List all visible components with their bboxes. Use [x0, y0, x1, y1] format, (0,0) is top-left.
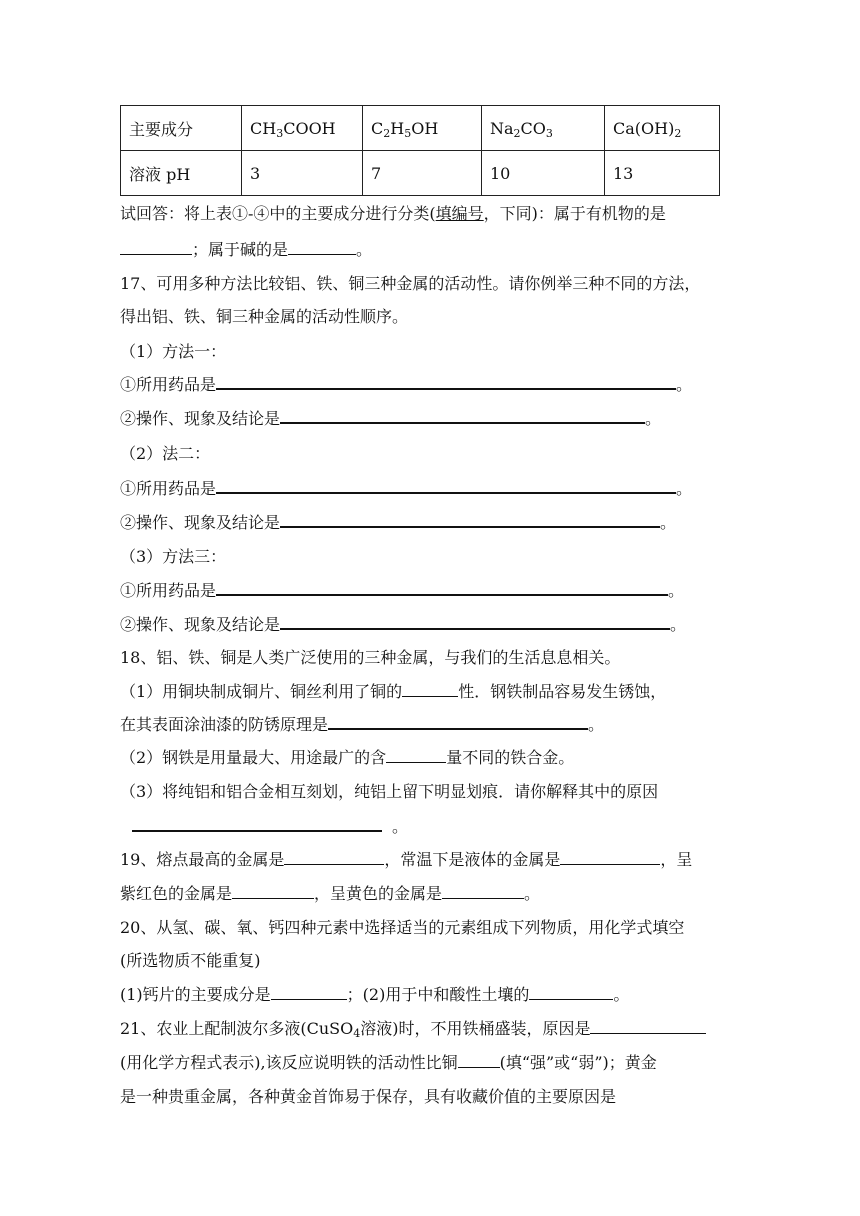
answer-blank[interactable]: [271, 981, 347, 1000]
q18-line-2: （1）用铜块制成铜片、铜丝利用了铜的 性．钢铁制品容易发生锈蚀，: [120, 678, 735, 706]
method-2-drug: ①所用药品是 。: [120, 474, 735, 503]
table-row: [121, 106, 720, 151]
method-3-operation: ②操作、现象及结论是 。: [120, 610, 735, 639]
q17-line-1: 17、可用多种方法比较铝、铁、铜三种金属的活动性。请你例举三种不同的方法，: [120, 274, 701, 293]
q21-line-3: 是一种贵重金属，各种黄金首饰易于保存，具有收藏价值的主要原因是: [120, 1087, 617, 1106]
answer-blank[interactable]: [216, 370, 676, 390]
q16-line-2: ；属于碱的是 。: [120, 236, 735, 264]
answer-blank[interactable]: [458, 1049, 500, 1068]
answer-blank[interactable]: [280, 508, 660, 528]
q16-line-1: 试回答：将上表①-④中的主要成分进行分类(填编号，下同)：属于有机物的是: [120, 204, 666, 223]
q19-line-2: 紫红色的金属是 ，呈黄色的金属是 。: [120, 880, 735, 908]
method-3-drug: ①所用药品是 。: [120, 576, 735, 605]
answer-blank[interactable]: [232, 880, 314, 899]
q21-line-1: 21、农业上配制波尔多液(CuSO$_4$溶液)时，不用铁桶盛装，原因是: [120, 1015, 735, 1043]
answer-blank[interactable]: [560, 846, 660, 865]
q21-line-2: (用化学方程式表示),该反应说明铁的活动性比铜 (填“强”或“弱”)；黄金: [120, 1049, 735, 1077]
answer-blank[interactable]: [120, 236, 192, 255]
table-cell: 3: [242, 151, 363, 196]
answer-blank[interactable]: [529, 981, 613, 1000]
table-cell: $CH_3COOH$: [242, 106, 363, 151]
q18-line-5: （3）将纯铝和铝合金相互刻划，纯铝上留下明显划痕．请你解释其中的原因: [120, 782, 659, 801]
method-1-drug: ①所用药品是 。: [120, 370, 735, 399]
answer-blank[interactable]: [402, 678, 458, 697]
table-row: [121, 151, 720, 196]
q18-line-1: 18、铝、铁、铜是人类广泛使用的三种金属，与我们的生活息息相关。: [120, 648, 621, 667]
answer-blank[interactable]: [442, 880, 524, 899]
answer-blank[interactable]: [288, 236, 356, 255]
method-2-heading: （2）法二：: [120, 444, 211, 463]
method-3-heading: （3）方法三：: [120, 547, 227, 566]
q19-line-1: 19、熔点最高的金属是 ，常温下是液体的金属是 ，呈: [120, 846, 735, 874]
table-cell: 溶液 pH: [121, 151, 242, 196]
answer-blank[interactable]: [280, 610, 670, 630]
table-cell: 10: [482, 151, 605, 196]
q20-line-3: (1)钙片的主要成分是 ；(2)用于中和酸性土壤的 。: [120, 981, 735, 1009]
answer-blank[interactable]: [216, 474, 676, 494]
answer-blank[interactable]: [280, 404, 645, 424]
table-cell: $Na_2CO_3$: [482, 106, 605, 151]
q18-line-6: 。: [120, 812, 735, 841]
method-1-heading: （1）方法一：: [120, 342, 227, 361]
q18-line-4: （2）钢铁是用量最大、用途最广的含 量不同的铁合金。: [120, 744, 735, 772]
answer-blank[interactable]: [132, 812, 382, 832]
method-1-operation: ②操作、现象及结论是 。: [120, 404, 735, 433]
answer-blank[interactable]: [590, 1015, 706, 1034]
ingredient-ph-table: [120, 105, 720, 196]
answer-blank[interactable]: [328, 710, 588, 730]
table-cell: 13: [605, 151, 720, 196]
q20-line-2: (所选物质不能重复): [120, 951, 261, 970]
q20-line-1: 20、从氢、碳、氧、钙四种元素中选择适当的元素组成下列物质，用化学式填空: [120, 918, 685, 937]
table-cell: 主要成分: [121, 106, 242, 151]
answer-blank[interactable]: [216, 576, 668, 596]
table-cell: $Ca(OH)_2$: [605, 106, 720, 151]
q17-line-2: 得出铝、铁、铜三种金属的活动性顺序。: [120, 307, 409, 326]
answer-blank[interactable]: [284, 846, 384, 865]
method-2-operation: ②操作、现象及结论是 。: [120, 508, 735, 537]
table-cell: $C_2H_5OH$: [363, 106, 482, 151]
q18-line-3: 在其表面涂油漆的防锈原理是 。: [120, 710, 735, 739]
table-cell: 7: [363, 151, 482, 196]
answer-blank[interactable]: [386, 744, 446, 763]
